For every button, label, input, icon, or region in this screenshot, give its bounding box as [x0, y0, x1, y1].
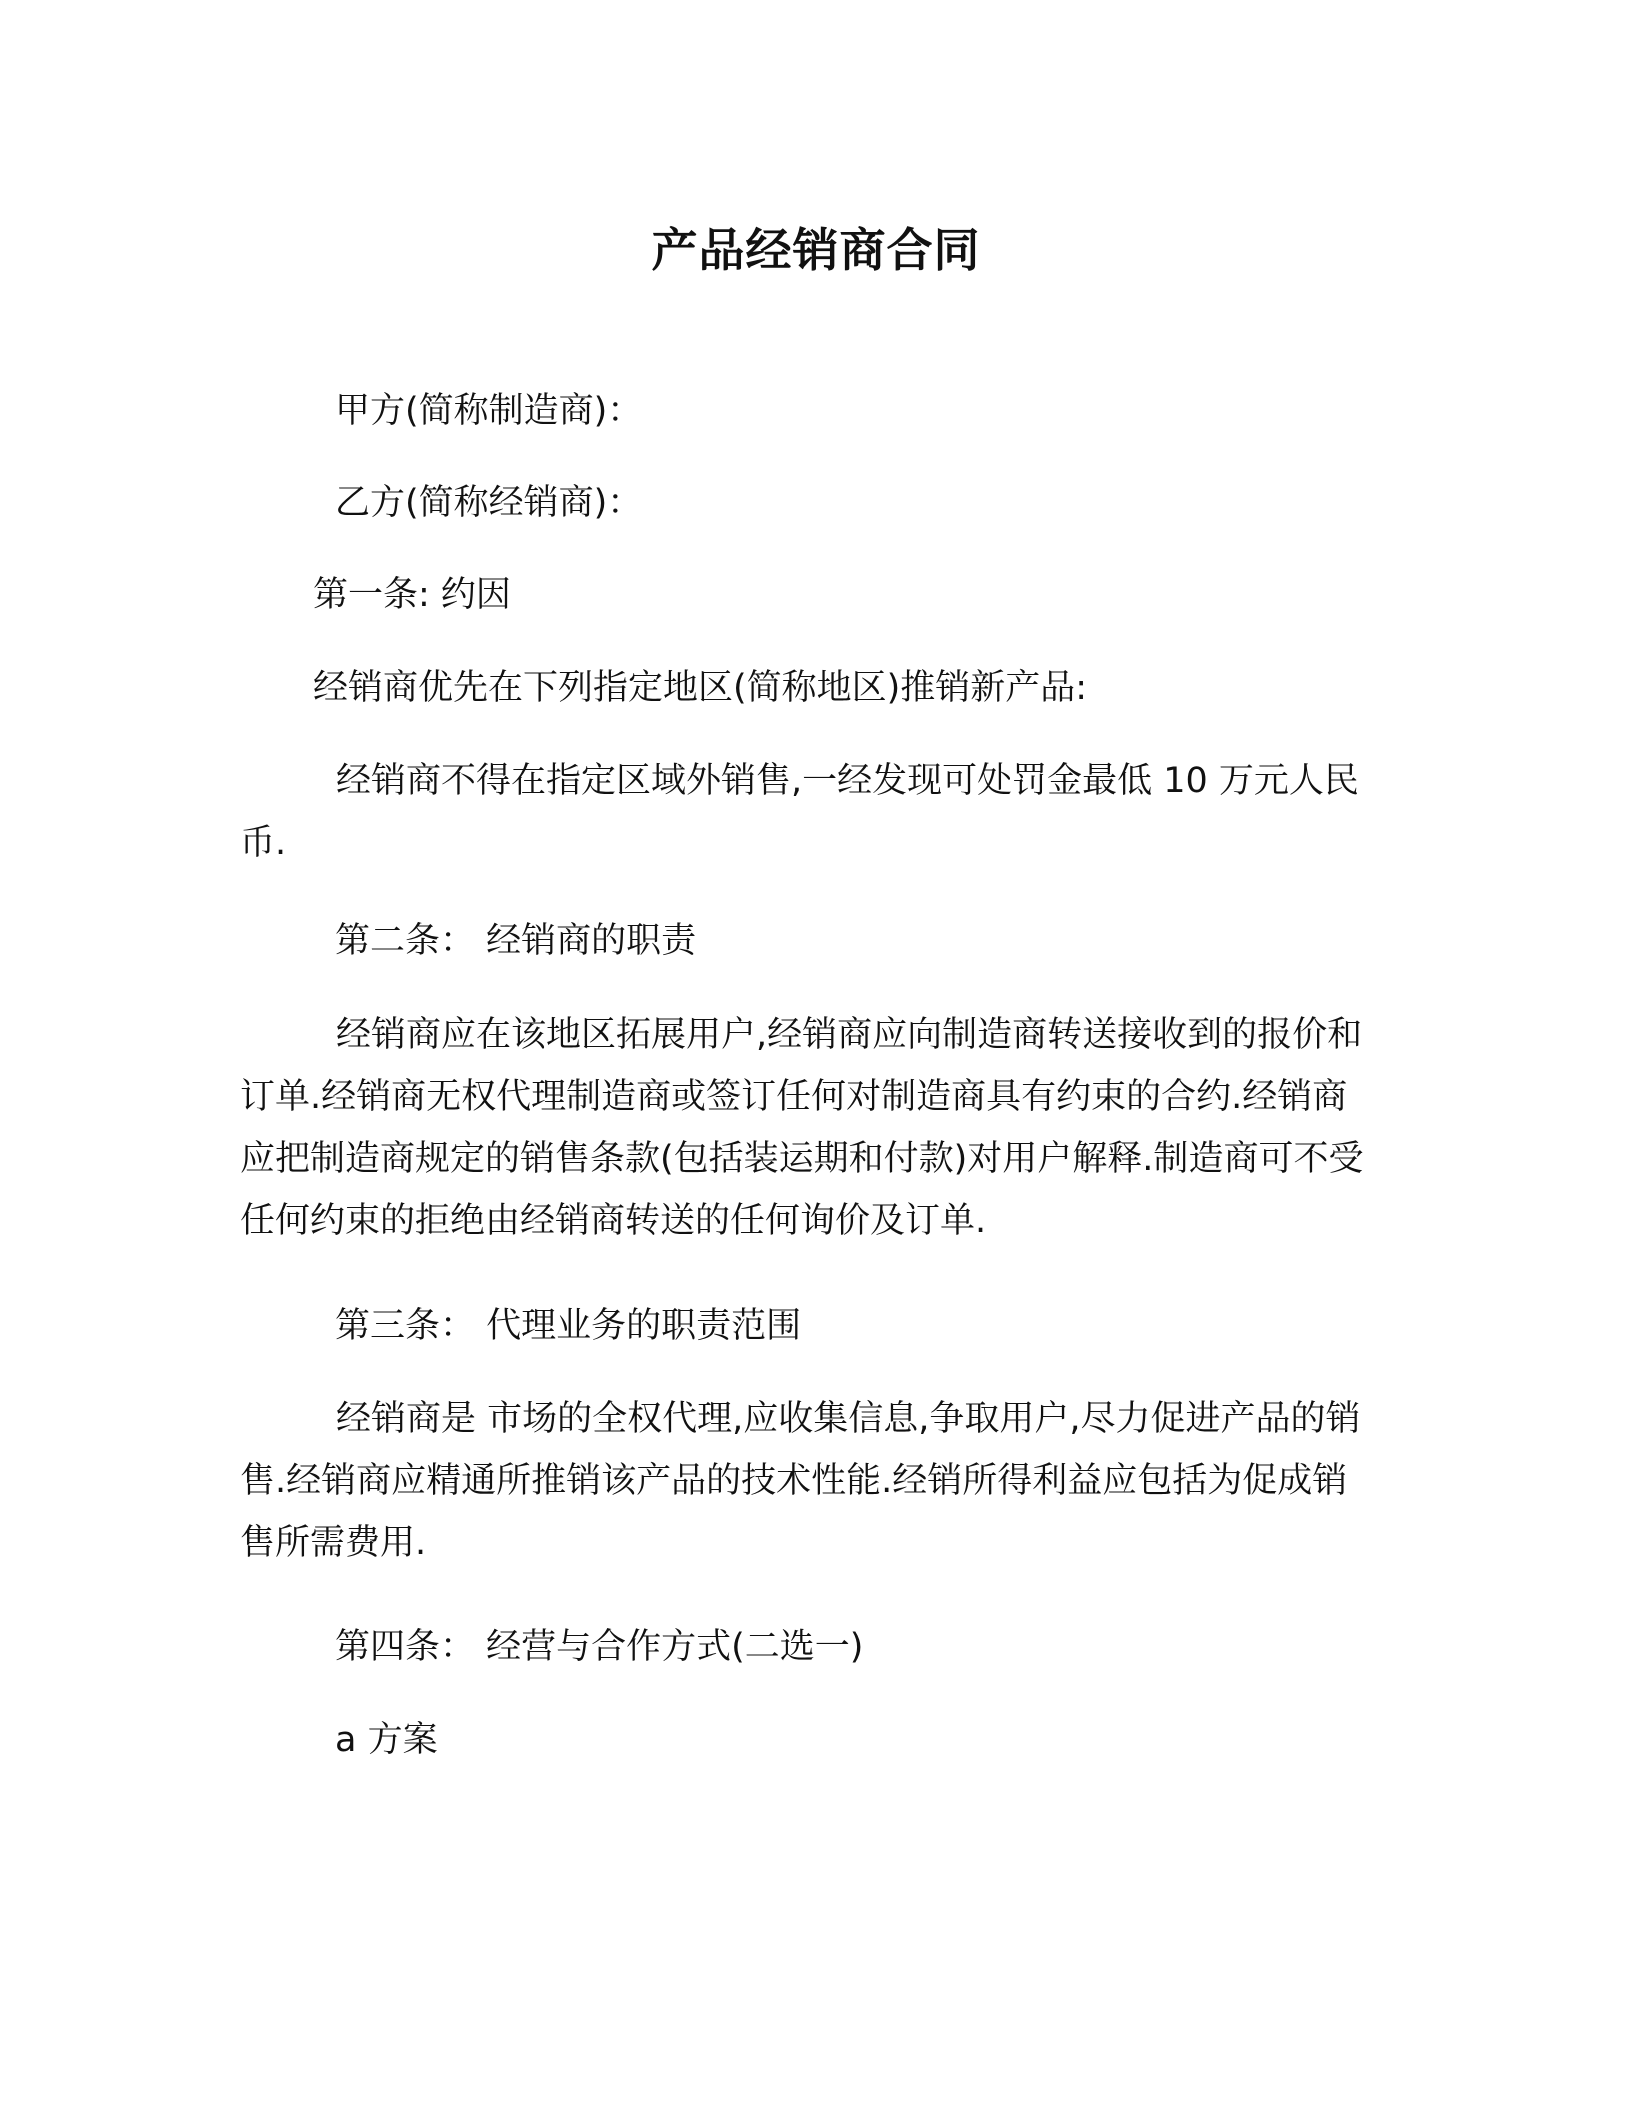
article-4-heading: 第四条： 经营与合作方式(二选一)	[335, 1627, 864, 1667]
option-a-label: a 方案	[335, 1720, 438, 1760]
article-2-text	[240, 1004, 1380, 1252]
article-1-text-2	[240, 750, 1380, 874]
article-2-text-content: 经销商应在该地区拓展用户,经销商应向制造商转送接收到的报价和订单.经销商无权代理制造商或签订任何对制造商具有约束的合约.经销商应把制造商规定的销售条款(包括装运期和付款)对用户解释.制造商可不受任何约束的拒绝由经销商转送的任何询价及订单.	[240, 1015, 1364, 1241]
article-3-text-content: 经销商是 市场的全权代理,应收集信息,争取用户,尽力促进产品的销售.经销商应精通所推销该产品的技术性能.经销所得利益应包括为促成销售所需费用.	[240, 1399, 1361, 1563]
article-1-heading: 第一条: 约因	[313, 575, 511, 615]
party-b-line: 乙方(简称经销商)：	[335, 483, 643, 523]
document-title: 产品经销商合同	[651, 223, 981, 277]
article-1-text-1: 经销商优先在下列指定地区(简称地区)推销新产品:	[313, 668, 1088, 708]
article-3-heading: 第三条： 代理业务的职责范围	[335, 1306, 802, 1346]
article-2-heading: 第二条： 经销商的职责	[335, 921, 697, 961]
party-a-line: 甲方(简称制造商)：	[335, 391, 643, 431]
article-1-text-2-content: 经销商不得在指定区域外销售,一经发现可处罚金最低 10 万元人民币.	[240, 761, 1359, 863]
article-3-text	[240, 1388, 1380, 1574]
